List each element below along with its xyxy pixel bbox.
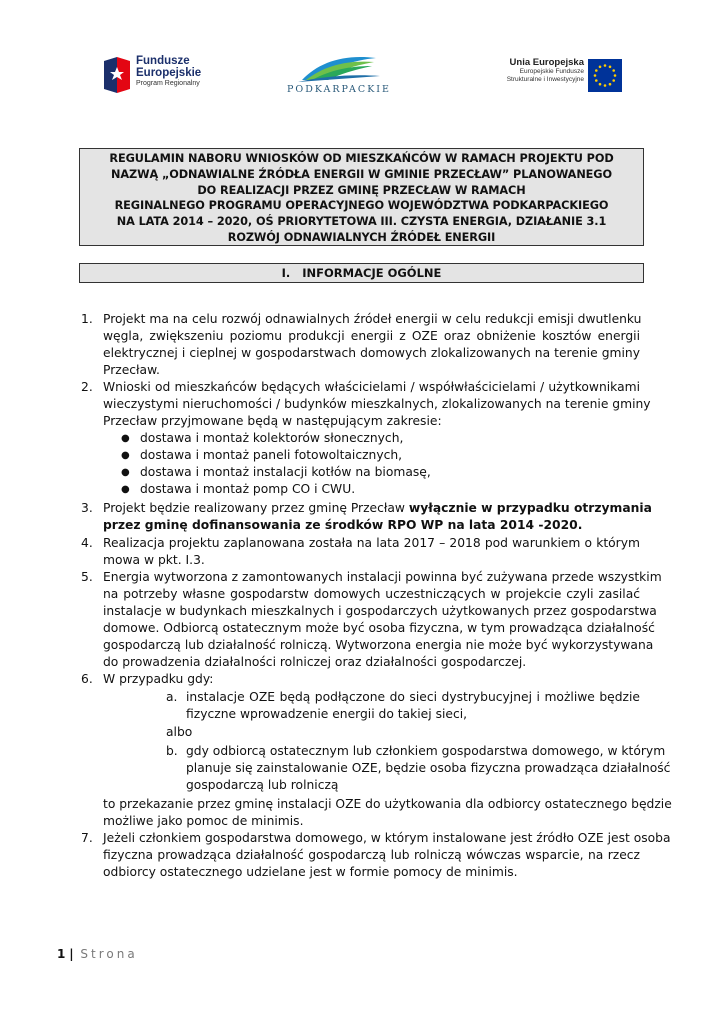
paragraph-line: mowa w pkt. I.3. bbox=[103, 553, 205, 567]
footer-separator: | bbox=[69, 947, 74, 961]
fe-logo-line1: Fundusze bbox=[136, 55, 190, 67]
ue-logo-line1: Unia Europejska bbox=[509, 57, 584, 68]
fundusze-europejskie-logo bbox=[104, 55, 224, 97]
fe-logo-line2: Europejskie bbox=[136, 67, 202, 79]
list-number: 3. bbox=[81, 501, 93, 515]
ue-logo-line3: Strukturalne i Inwestycyjne bbox=[506, 76, 584, 83]
item3-bold-text: przez gminę dofinansowania ze środków RPO WP na lata 2014 -2020. bbox=[103, 518, 583, 532]
podkarpackie-mountains-icon bbox=[284, 52, 394, 84]
paragraph-line: Realizacja projektu zaplanowana została na lata 2017 – 2018 pod warunkiem o którym bbox=[103, 536, 640, 550]
paragraph-line: W przypadku gdy: bbox=[103, 672, 214, 686]
sublist-label: b. bbox=[166, 744, 178, 758]
paragraph-line: Przecław przyjmowane będą w następującym zakresie: bbox=[103, 414, 442, 428]
paragraph-line: odbiorcy ostatecznego udzielane jest w formie pomocy de minimis. bbox=[103, 865, 518, 879]
page-number: 1 bbox=[57, 947, 66, 961]
paragraph-line: elektrycznej i cieplnej w gospodarstwach domowych zlokalizowanych na terenie gminy bbox=[103, 346, 640, 360]
paragraph-line: Wnioski od mieszkańców będących właścicielami / współwłaścicielami / użytkownikami bbox=[103, 380, 640, 394]
title-line: NA LATA 2014 – 2020, OŚ PRIORYTETOWA III. CZYSTA ENERGIA, DZIAŁANIE 3.1 bbox=[116, 215, 607, 229]
ue-logo-line2: Europejskie Fundusze bbox=[519, 68, 584, 75]
paragraph-line: Projekt ma na celu rozwój odnawialnych źródeł energii w celu redukcji emisji dwutlenku bbox=[103, 312, 642, 326]
title-line: REGULAMIN NABORU WNIOSKÓW OD MIESZKAŃCÓW W RAMACH PROJEKTU POD bbox=[109, 152, 614, 165]
paragraph-line: instalacje w budynkach mieszkalnych i gospodarczych użytkowanych przez gospodarstwa bbox=[103, 604, 657, 618]
paragraph-line: albo bbox=[166, 725, 193, 739]
document-title-box bbox=[79, 148, 644, 246]
item3-bold-text: wyłącznie w przypadku otrzymania bbox=[408, 501, 652, 515]
paragraph-line: domowe. Odbiorcą ostatecznym może być osoba fizyczna, w tym prowadząca działalność bbox=[103, 621, 655, 635]
paragraph-line: Energia wytworzona z zamontowanych instalacji powinna być zużywana przede wszystkim bbox=[103, 570, 662, 584]
paragraph-line: gospodarczą lub rolniczą bbox=[186, 778, 339, 792]
paragraph-line: fizyczne wprowadzenie energii do takiej sieci, bbox=[186, 707, 468, 721]
list-number: 6. bbox=[81, 672, 93, 686]
fundusze-europejskie-flag-icon bbox=[104, 57, 130, 93]
list-number: 4. bbox=[81, 536, 93, 550]
paragraph-line: fizyczna prowadząca działalność gospodarczą lub rolniczą wówczas wsparcie, na rzecz bbox=[103, 848, 640, 862]
bullet-item: dostawa i montaż kolektorów słonecznych, bbox=[140, 431, 404, 445]
paragraph-line: Jeżeli członkiem gospodarstwa domowego, w którym instalowane jest źródło OZE jest osoba bbox=[103, 831, 671, 845]
list-number: 5. bbox=[81, 570, 93, 584]
paragraph-line: gospodarczą lub działalność rolniczą. Wytworzona energia nie może być wykorzystywana bbox=[103, 638, 654, 652]
item3-plain-text: Projekt będzie realizowany przez gminę Przecław bbox=[103, 501, 409, 515]
eu-flag-icon bbox=[588, 59, 622, 92]
paragraph-line: wieczystymi nieruchomości / budynków mieszkalnych, zlokalizowanych na terenie gminy bbox=[103, 397, 651, 411]
paragraph-line: do prowadzenia działalności rolniczej oraz działalności gospodarczej. bbox=[103, 655, 527, 669]
podkarpackie-wordmark: PODKARPACKIE bbox=[287, 84, 391, 95]
fe-logo-line3: Program Regionalny bbox=[136, 80, 200, 87]
paragraph-line: możliwe jako pomoc de minimis. bbox=[103, 814, 304, 828]
title-line: ROZWÓJ ODNAWIALNYCH ŹRÓDEŁ ENERGII bbox=[227, 230, 496, 244]
bullet-item: dostawa i montaż pomp CO i CWU. bbox=[140, 482, 356, 496]
unia-europejska-logo bbox=[476, 57, 622, 97]
paragraph-line: na potrzeby własne gospodarstw domowych uczestniczących w projekcie czyli zasilać bbox=[103, 587, 640, 601]
list-number: 1. bbox=[81, 312, 93, 326]
title-line: NAZWĄ „ODNAWIALNE ŹRÓDŁA ENERGII W GMINIE PRZECŁAW” PLANOWANEGO bbox=[111, 167, 612, 181]
bullet-icon: ● bbox=[121, 433, 130, 444]
list-number: 7. bbox=[81, 831, 93, 845]
paragraph-line: gdy odbiorcą ostatecznym lub członkiem gospodarstwa domowego, w którym bbox=[186, 744, 666, 758]
title-line: DO REALIZACJI PRZEZ GMINĘ PRZECŁAW W RAMACH bbox=[197, 183, 526, 197]
paragraph-line: to przekazanie przez gminę instalacji OZE do użytkowania dla odbiorcy ostatecznego będzie bbox=[103, 797, 672, 811]
list-number: 2. bbox=[81, 380, 93, 394]
page-footer bbox=[57, 946, 138, 962]
paragraph-line: planuje się zainstalowanie OZE, będzie osoba fizyczna prowadząca działalność bbox=[186, 761, 671, 775]
bullet-icon: ● bbox=[121, 484, 130, 495]
bullet-icon: ● bbox=[121, 467, 130, 478]
bullet-item: dostawa i montaż instalacji kotłów na biomasę, bbox=[140, 465, 431, 479]
bullet-item: dostawa i montaż paneli fotowoltaicznych, bbox=[140, 448, 403, 462]
title-line: REGINALNEGO PROGRAMU OPERACYJNEGO WOJEWÓDZTWA PODKARPACKIEGO bbox=[114, 199, 609, 213]
footer-label: Strona bbox=[80, 947, 138, 961]
paragraph-line bbox=[103, 500, 652, 517]
paragraph-line: Przecław. bbox=[103, 363, 160, 377]
podkarpackie-logo bbox=[284, 52, 394, 98]
paragraph-line: instalacje OZE będą podłączone do sieci dystrybucyjnej i możliwe będzie bbox=[186, 690, 640, 704]
paragraph-line bbox=[103, 517, 582, 534]
section-heading: I. INFORMACJE OGÓLNE bbox=[79, 263, 644, 283]
sublist-label: a. bbox=[166, 690, 178, 704]
bullet-icon: ● bbox=[121, 450, 130, 461]
paragraph-line: węgla, zwiększeniu poziomu produkcji energii z OZE oraz obniżenie kosztów energii bbox=[103, 329, 640, 343]
